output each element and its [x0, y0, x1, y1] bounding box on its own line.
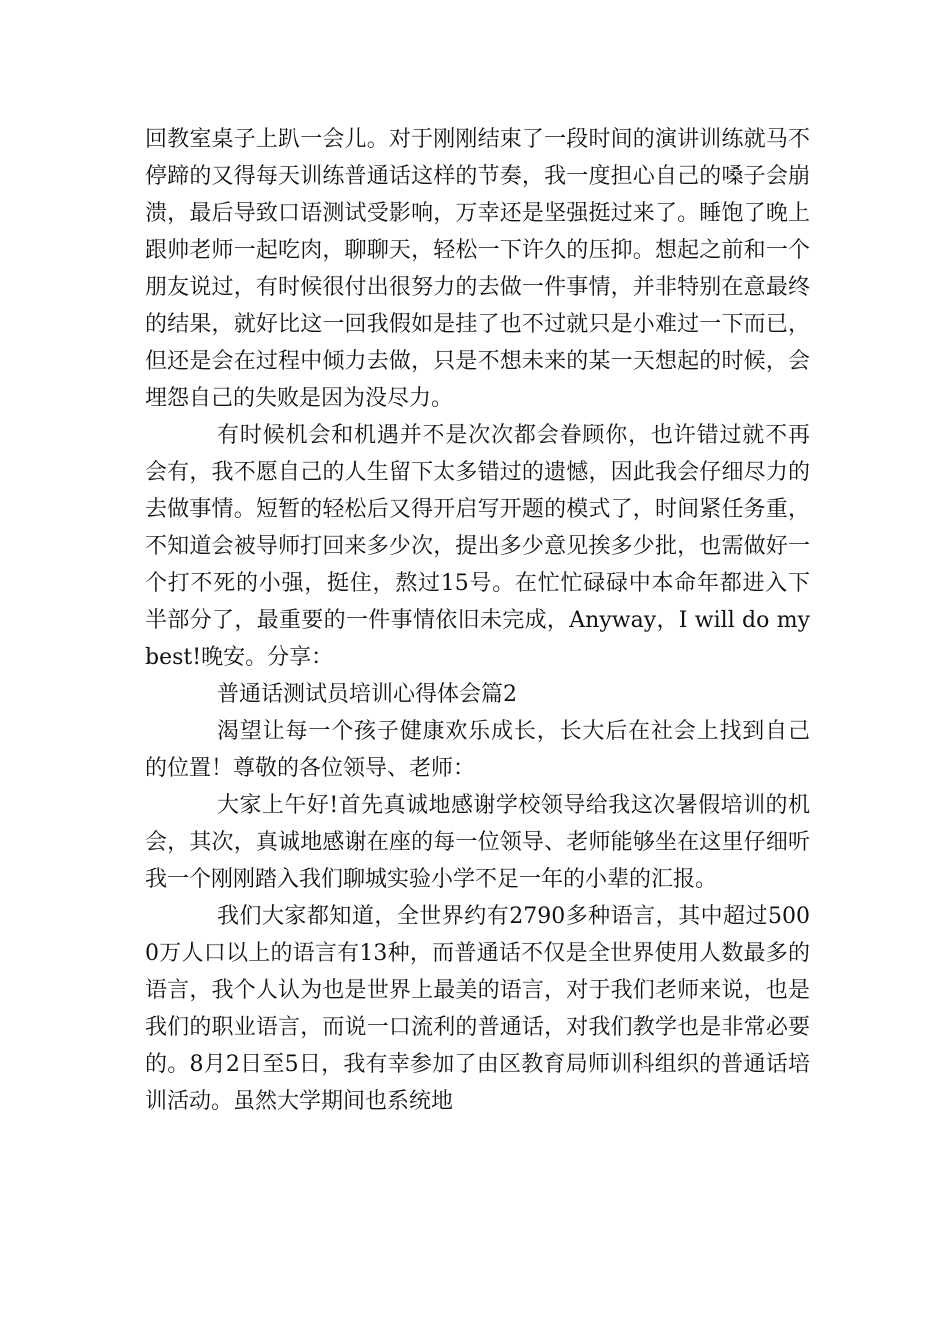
document-page: [145, 121, 810, 1120]
paragraph-1: 回教室桌子上趴一会儿。对于刚刚结束了一段时间的演讲训练就马不停蹄的又得每天训练普通话这样的节奏，我一度担心自己的嗓子会崩溃，最后导致口语测试受影响，万幸还是坚强挺过来了。睡饱了晚上跟帅老师一起吃肉，聊聊天，轻松一下许久的压抑。想起之前和一个朋友说过，有时候很付出很努力的去做一件事情，并非特别在意最终的结果，就好比这一回我假如是挂了也不过就只是小难过一下而已，但还是会在过程中倾力去做，只是不想未来的某一天想起的时候，会埋怨自己的失败是因为没尽力。: [145, 127, 810, 411]
paragraph-4: 大家上午好!首先真诚地感谢学校领导给我这次暑假培训的机会，其次，真诚地感谢在座的每一位领导、老师能够坐在这里仔细听我一个刚刚踏入我们聊城实验小学不足一年的小辈的汇报。: [145, 793, 810, 892]
paragraph-3: 渴望让每一个孩子健康欢乐成长，长大后在社会上找到自己的位置！尊敬的各位领导、老师：: [145, 719, 810, 781]
section-heading: 普通话测试员培训心得体会篇2: [217, 682, 517, 707]
paragraph-2: 有时候机会和机遇并不是次次都会眷顾你，也许错过就不再会有，我不愿自己的人生留下太多错过的遗憾，因此我会仔细尽力的去做事情。短暂的轻松后又得开启写开题的模式了，时间紧任务重，不知道会被导师打回来多少次，提出多少意见挨多少批，也需做好一个打不死的小强，挺住，熬过15号。在忙忙碌碌中本命年都进入下半部分了，最重要的一件事情依旧未完成，Anyway，I will do my best!晚安。分享：: [145, 423, 810, 670]
paragraph-5: 我们大家都知道，全世界约有2790多种语言，其中超过5000万人口以上的语言有13种，而普通话不仅是全世界使用人数最多的语言，我个人认为也是世界上最美的语言，对于我们老师来说，也是我们的职业语言，而说一口流利的普通话，对我们教学也是非常必要的。8月2日至5日，我有幸参加了由区教育局师训科组织的普通话培训活动。虽然大学期间也系统地: [145, 904, 810, 1114]
